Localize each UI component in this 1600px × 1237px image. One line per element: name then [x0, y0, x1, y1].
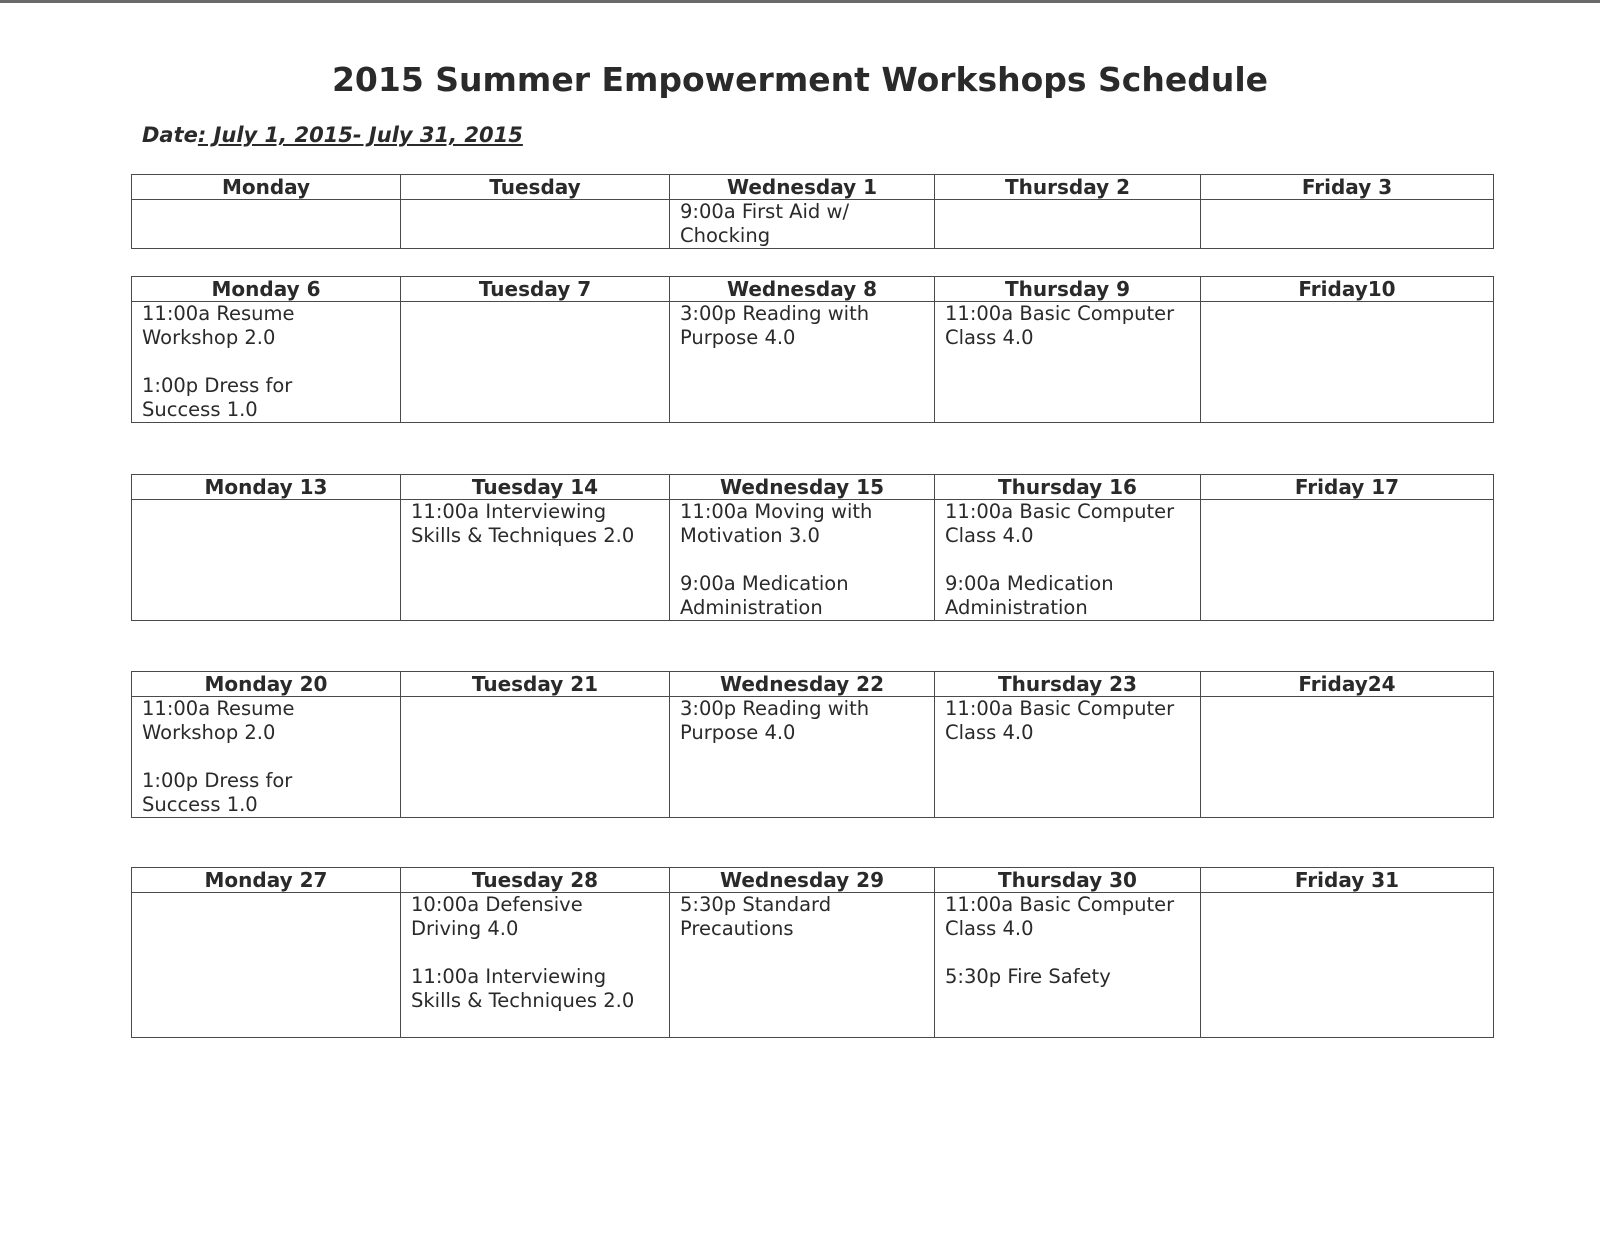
week-table-3	[131, 474, 1494, 621]
day-cell	[401, 500, 670, 621]
day-header: Friday 17	[1201, 475, 1494, 500]
week-table-1	[131, 174, 1494, 249]
day-header: Wednesday 1	[670, 175, 935, 200]
day-cell	[1201, 697, 1494, 818]
day-cell	[1201, 893, 1494, 1038]
day-header: Friday 31	[1201, 868, 1494, 893]
day-cell	[132, 500, 401, 621]
day-cell	[935, 893, 1201, 1038]
week-table-5	[131, 867, 1494, 1038]
day-header: Tuesday 7	[401, 277, 670, 302]
day-cell	[935, 200, 1201, 249]
top-border-line	[0, 0, 1600, 3]
day-header: Thursday 30	[935, 868, 1201, 893]
workshop-entry: 10:00a Defensive Driving 4.0	[411, 893, 583, 940]
day-cell	[132, 302, 401, 423]
week-header-row	[132, 868, 1494, 893]
day-cell	[935, 302, 1201, 423]
day-header: Wednesday 29	[670, 868, 935, 893]
day-header: Monday 20	[132, 672, 401, 697]
day-cell	[1201, 302, 1494, 423]
date-range	[142, 123, 523, 147]
week-header-row	[132, 277, 1494, 302]
day-cell	[670, 697, 935, 818]
date-label: Date	[142, 123, 198, 147]
week-header-row	[132, 175, 1494, 200]
day-cell	[670, 302, 935, 423]
day-header: Monday 6	[132, 277, 401, 302]
day-header: Thursday 23	[935, 672, 1201, 697]
workshop-entry: 5:30p Fire Safety	[945, 965, 1111, 988]
workshop-entry: 11:00a Interviewing Skills & Techniques 2.0	[411, 965, 635, 1012]
day-cell	[132, 200, 401, 249]
workshop-entry: 9:00a Medication Administration	[945, 572, 1114, 619]
day-cell	[401, 697, 670, 818]
week-table-4	[131, 671, 1494, 818]
workshop-entry: 11:00a Basic Computer Class 4.0	[945, 697, 1175, 744]
week-header-row	[132, 672, 1494, 697]
day-header: Thursday 9	[935, 277, 1201, 302]
day-header: Thursday 16	[935, 475, 1201, 500]
day-cell	[670, 893, 935, 1038]
day-cell	[401, 302, 670, 423]
workshop-entry: 11:00a Resume Workshop 2.0	[142, 302, 295, 349]
day-header: Monday 27	[132, 868, 401, 893]
day-cell	[935, 500, 1201, 621]
workshop-entry: 11:00a Moving with Motivation 3.0	[680, 500, 873, 547]
day-cell	[670, 500, 935, 621]
day-cell	[935, 697, 1201, 818]
day-header: Wednesday 22	[670, 672, 935, 697]
day-cell	[132, 893, 401, 1038]
workshop-entry: 3:00p Reading with Purpose 4.0	[680, 302, 870, 349]
week-table-2	[131, 276, 1494, 423]
day-cell	[401, 893, 670, 1038]
date-value: : July 1, 2015- July 31, 2015	[197, 123, 523, 147]
day-header: Friday10	[1201, 277, 1494, 302]
day-header: Monday 13	[132, 475, 401, 500]
day-header: Tuesday 28	[401, 868, 670, 893]
page-title: 2015 Summer Empowerment Workshops Schedule	[331, 60, 1269, 99]
week-header-row	[132, 475, 1494, 500]
workshop-entry: 11:00a Basic Computer Class 4.0	[945, 893, 1175, 940]
week-events-row	[132, 697, 1494, 818]
workshop-entry: 1:00p Dress for Success 1.0	[142, 374, 293, 421]
workshop-entry: 3:00p Reading with Purpose 4.0	[680, 697, 870, 744]
workshop-entry: 11:00a Interviewing Skills & Techniques 2.0	[411, 500, 635, 547]
day-header: Tuesday 14	[401, 475, 670, 500]
week-events-row	[132, 302, 1494, 423]
workshop-entry: 9:00a First Aid w/ Chocking	[680, 200, 850, 247]
week-events-row	[132, 500, 1494, 621]
day-header: Friday 3	[1201, 175, 1494, 200]
day-header: Thursday 2	[935, 175, 1201, 200]
workshop-entry: 9:00a Medication Administration	[680, 572, 849, 619]
week-events-row	[132, 200, 1494, 249]
workshop-entry: 11:00a Basic Computer Class 4.0	[945, 500, 1175, 547]
day-header: Wednesday 15	[670, 475, 935, 500]
day-cell	[1201, 200, 1494, 249]
workshop-entry: 5:30p Standard Precautions	[680, 893, 832, 940]
day-cell	[132, 697, 401, 818]
day-header: Friday24	[1201, 672, 1494, 697]
day-header: Tuesday	[401, 175, 670, 200]
day-cell	[670, 200, 935, 249]
day-header: Monday	[132, 175, 401, 200]
workshop-entry: 11:00a Basic Computer Class 4.0	[945, 302, 1175, 349]
day-cell	[401, 200, 670, 249]
workshop-entry: 1:00p Dress for Success 1.0	[142, 769, 293, 816]
day-header: Tuesday 21	[401, 672, 670, 697]
day-cell	[1201, 500, 1494, 621]
day-header: Wednesday 8	[670, 277, 935, 302]
workshop-entry: 11:00a Resume Workshop 2.0	[142, 697, 295, 744]
week-events-row	[132, 893, 1494, 1038]
